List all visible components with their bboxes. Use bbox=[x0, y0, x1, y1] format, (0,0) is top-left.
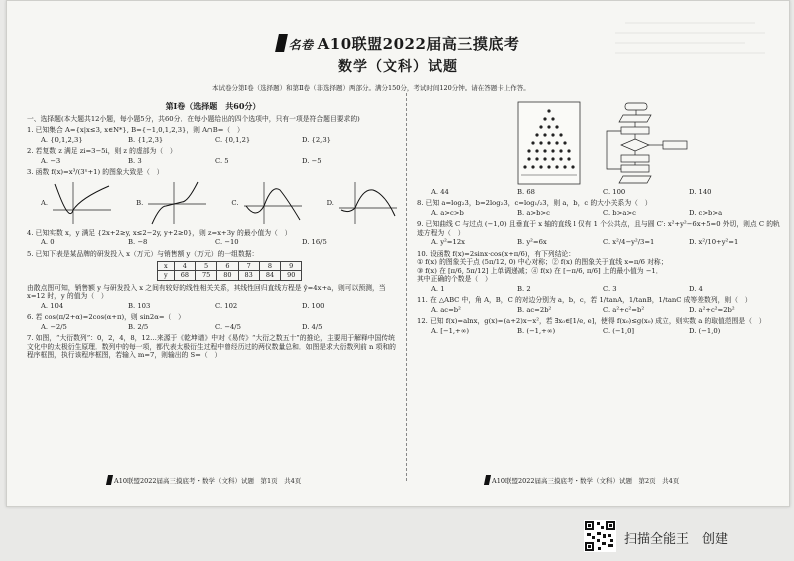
exam-paper bbox=[6, 0, 790, 507]
option: C. −10 bbox=[215, 238, 239, 247]
question-7-options bbox=[417, 188, 785, 196]
option: A. −2/5 bbox=[41, 322, 67, 331]
question-3: 3. 函数 f(x)=x³/(3ˣ+1) 的图象大致是（ ） A. B. C. D. bbox=[27, 168, 399, 225]
graph-option-d: D. bbox=[327, 180, 399, 226]
graph-c-icon bbox=[242, 180, 304, 226]
question-1: 1. 已知集合 A={x|x≤3, x∈N*}, B={−1,0,1,2,3}，则 A∩B=（ ） A. {0,1,2,3} B. {1,2,3} C. {0,1,2} D. {2,3} bbox=[27, 126, 399, 144]
option: A. ac=b² bbox=[431, 305, 461, 314]
question-6: 6. 若 cos(π/2+α)=2cos(α+π)，则 sin2α=（ ） A. −2/5 B. 2/5 C. −4/5 D. 4/5 bbox=[27, 313, 399, 331]
option: B. a>b>c bbox=[517, 208, 550, 217]
option: D. a²+c²=2b² bbox=[689, 305, 735, 314]
question-11: 11. 在 △ABC 中，角 A，B，C 的对边分别为 a，b，c，若 1/tanA，1/tanB，1/tanC 成等差数列，则（ ） A. ac=b² B. ac=2b² C. a²+c²=b² D. a²+c²=2b² bbox=[417, 296, 785, 314]
option: B. 2 bbox=[517, 284, 531, 293]
exam-intro: 本试卷分第Ⅰ卷（选择题）和第Ⅱ卷（非选择题）两部分。满分150分，考试时间120分钟。请在答题卡上作答。 bbox=[212, 84, 530, 92]
option: C. b>a>c bbox=[603, 208, 636, 217]
section-instruction: 一、选择题(本大题共12小题，每小题5分，共60分．在每小题给出的四个选项中，只有一项是符合题目要求的) bbox=[27, 115, 360, 123]
graph-a-icon bbox=[51, 180, 113, 226]
table-row: x 4 5 6 7 8 9 bbox=[158, 262, 302, 271]
option: C. (−1,0] bbox=[603, 326, 635, 335]
option: B. 2/5 bbox=[128, 322, 149, 331]
question-4: 4. 已知实数 x，y 满足 {2x+2≥y, x≤2−2y, y+2≥0}，则 z=x+3y 的最小值为（ ） A. 0 B. −8 C. −10 D. 16/5 bbox=[27, 229, 399, 247]
option: A. −3 bbox=[41, 156, 61, 165]
option: A. 104 bbox=[41, 301, 64, 310]
right-column bbox=[417, 187, 785, 338]
option: C. 100 bbox=[603, 188, 626, 196]
option: C. −4/5 bbox=[215, 322, 241, 331]
footer-left: A10联盟2022届高三摸底考・数学（文科）试题 第1页 共4页 bbox=[107, 475, 301, 485]
data-table bbox=[157, 261, 302, 280]
option: D. 4/5 bbox=[302, 322, 323, 331]
option: D. c>b>a bbox=[689, 208, 723, 217]
option: D. −5 bbox=[302, 156, 322, 165]
option: C. 3 bbox=[603, 284, 617, 293]
option: C. {0,1,2} bbox=[215, 135, 251, 144]
option: C. 102 bbox=[215, 301, 238, 310]
question-12: 12. 已知 f(x)=alnx，g(x)=(a+2)x−x²，若 ∃x₀∈[1/e, e]，使得 f(x₀)≤g(x₀) 成立，则实数 a 的取值范围是（ ） A. [−1,+∞) B. (−1,+∞) C. (−1,0] D. (−1,0) bbox=[417, 317, 785, 335]
option: A. {0,1,2,3} bbox=[41, 135, 83, 144]
exam-subject: 数学（文科）试题 bbox=[338, 59, 458, 75]
graph-d-icon bbox=[337, 180, 399, 226]
brand-logo-icon bbox=[106, 475, 113, 485]
question-9: 9. 已知曲线 C 与过点 (−1,0) 且垂直于 x 轴的直线 l 仅有 1 个公共点，且与圆 C′: x²+y²−6x+5=0 外切，则点 C 的轨迹方程为（ ） A. y²=12x B. y²=6x C. x²/4−y²/3=1 D. x²/10+y²=1 bbox=[417, 220, 780, 247]
footer-right: A10联盟2022届高三摸底考・数学（文科）试题 第2页 共4页 bbox=[485, 475, 679, 485]
option: A. [−1,+∞) bbox=[431, 326, 470, 335]
option: C. 5 bbox=[215, 156, 229, 165]
column-divider bbox=[406, 93, 407, 481]
question-7: 7. 如图，“大衍数列”：0，2，4，8，12…来源于《乾坤谱》中对《易传》“大衍之数五十”的推论，主要用于解释中国传统文化中的太极衍生原理．数列中的每一项，都代表太极衍生过程中曾经历过的两仪数量总和．如图是求大衍数列前 n 项和的程序框图，执行该程序框图，若输入 m=7，则输出的 S=（ ） bbox=[27, 334, 396, 359]
option: B. {1,2,3} bbox=[128, 135, 164, 144]
brand-logo-icon bbox=[484, 475, 491, 485]
option: B. 103 bbox=[128, 301, 151, 310]
option: D. x²/10+y²=1 bbox=[689, 238, 739, 247]
option: B. −8 bbox=[128, 238, 148, 247]
graph-b-icon bbox=[146, 180, 208, 226]
option: D. 16/5 bbox=[302, 238, 327, 247]
option: D. {2,3} bbox=[302, 135, 331, 144]
option: B. ac=2b² bbox=[517, 305, 552, 314]
option: D. 4 bbox=[689, 284, 703, 293]
taiji-figure bbox=[517, 101, 581, 185]
option: A. a>c>b bbox=[431, 208, 464, 217]
option: D. 140 bbox=[689, 188, 712, 196]
graph-option-b: B. bbox=[136, 180, 208, 226]
exam-title: 名卷 A10联盟2022届高三摸底考 bbox=[7, 33, 789, 54]
graph-option-a: A. bbox=[41, 180, 113, 226]
option: A. 0 bbox=[41, 238, 55, 247]
question-8: 8. 已知 a=log₂3，b=2log₂3，c=log₁/₂3，则 a，b，c 的大小关系为（ ） A. a>c>b B. a>b>c C. b>a>c D. c>b>a bbox=[417, 199, 785, 217]
function-graphs bbox=[41, 180, 399, 226]
option: B. 3 bbox=[128, 156, 142, 165]
option: A. y²=12x bbox=[431, 238, 465, 247]
option: A. 44 bbox=[431, 188, 449, 196]
brand-logo-icon bbox=[275, 34, 288, 52]
left-column bbox=[27, 99, 399, 362]
option: B. (−1,+∞) bbox=[517, 326, 556, 335]
option: C. a²+c²=b² bbox=[603, 305, 645, 314]
option: D. (−1,0) bbox=[689, 326, 721, 335]
question-10: 10. 设函数 f(x)=2sinx·cos(x+π/6)，有下列结论： ① f(x) 的图象关于点 (5π/12, 0) 中心对称；② f(x) 的图象关于直线 x=π/6 对称； ③ f(x) 在 [π/6, 5π/12] 上单调递减；④ f(x) 在 [−π/6, π/6] 上的最小值为 −1． 其中正确的个数是（ ） A. 1 B. 2 C. 3 D. 4 bbox=[417, 250, 785, 293]
qr-code-icon bbox=[584, 520, 616, 552]
scanner-watermark: 扫描全能王 创建 bbox=[624, 532, 729, 547]
option: B. 68 bbox=[517, 188, 535, 196]
section-title: 第Ⅰ卷（选择题 共60分） bbox=[165, 101, 261, 111]
question-5: 5. 已知下表是某品牌的研发投入 x（万元）与销售额 y（万元）的一组数据： x 4 5 6 7 8 9 y 68 75 80 83 84 90 由散点图可知，销售额 y 与研发投入 x 之间有较好的线性相关关系，其线性回归直线方程是 ŷ=4x+a，则可以预测，当 x=12 时，y 的值为（ ） A. 104 B. 103 C. 102 D. 100 bbox=[27, 250, 399, 310]
option: C. x²/4−y²/3=1 bbox=[603, 238, 655, 247]
flowchart-figure bbox=[585, 101, 695, 187]
brand-logo-text: 名卷 bbox=[288, 38, 314, 52]
question-2: 2. 若复数 z 满足 zi=3−5i，则 z 的虚部为（ ） A. −3 B. 3 C. 5 D. −5 bbox=[27, 147, 399, 165]
table-row: y 68 75 80 83 84 90 bbox=[158, 271, 302, 280]
option: A. 1 bbox=[431, 284, 445, 293]
graph-option-c: C. bbox=[231, 180, 303, 226]
option: B. y²=6x bbox=[517, 238, 547, 247]
option: D. 100 bbox=[302, 301, 325, 310]
